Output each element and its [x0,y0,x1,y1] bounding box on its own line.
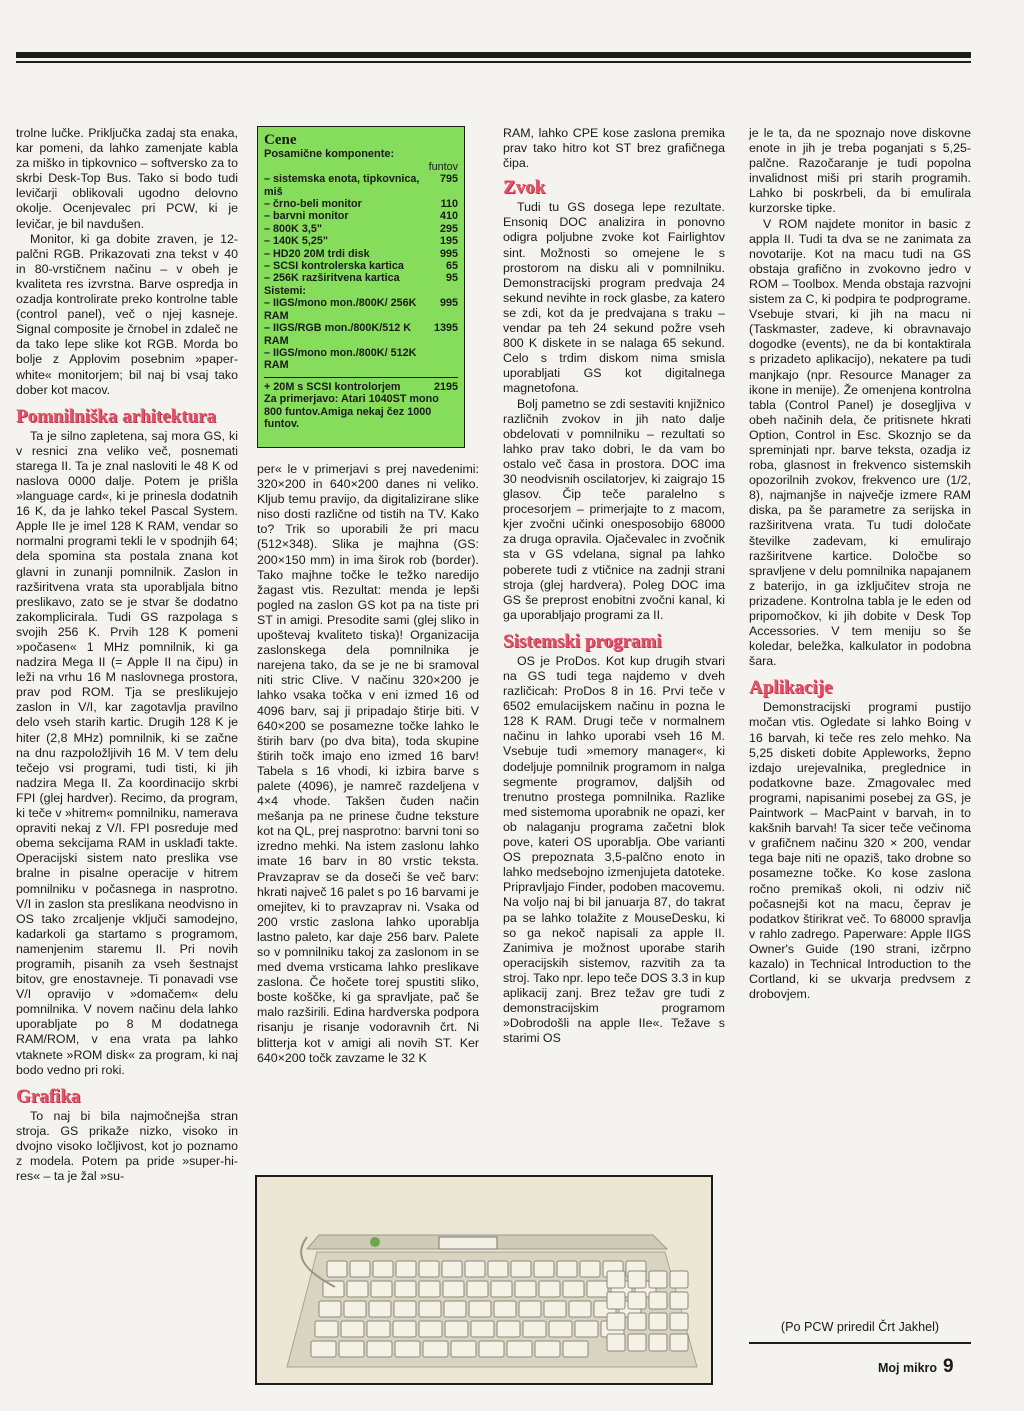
column-2 [257,462,479,1066]
price-item-value: 1395 [433,322,458,335]
keyboard-key [445,1321,468,1337]
keyboard-image [257,1177,711,1383]
price-item-name: – HD20 20M trdi disk [264,247,370,260]
keypad-key [607,1271,625,1288]
section-heading-sound: Zvok [503,177,546,199]
paragraph: Bolj pametno se zdi sestaviti knjižnico različnih zvokov in jih nato dalje obdelovati v pomnilniku – rezultati so lahko prav tako dobri, le da vam bo ostalo več časa in prostora. DOC ima 30 neodvisnih oscilatorjev, ki zaigrajo 15 glasov. Čip teče paralelno s procesorjem – primerjajte to z macom, kjer zvočni učinki onesposobijo 68000 za druga opravila. Ojačevalec in zvočnik sta v GS vdelana, signal pa lahko poberete tudi z vtičnice na zadnji strani stroja (glej hardvera). Poleg DOC ima GS še preprost enobitni zvočni kanal, ki ga uporabljajo programi za II. [503,396,725,622]
paragraph: Tudi tu GS dosega lepe rezultate. Ensoniq DOC analizira in ponovno odigra poljubne zvoke kot Fairlightov sint. Možnosti so omejene le s prostorom na disku ali v pomnilniku. Demonstracijski program predvaja 24 sekund nevihte in rock glasbe, za katero se zdi, kot da je predvajana s traku – vendar pa teh 24 sekund požre vseh 800 K diskete in se nalaga 65 sekund. Celo s trdim diskom nima smisla uporabljati GS kot digitalnega magnetofona. [503,200,725,396]
systems-label: Sistemi: [264,284,307,297]
keyboard-key [491,1281,512,1297]
paragraph: OS je ProDos. Kot kup drugih stvari na GS tudi tega najdemo v dveh različicah: ProDos 8 in 16. Prvi teče v 6502 emulacijskem načinu in pozna le 128 K RAM. Drugi teče v normalnem načinu in lahko uporabi vseh 16 M. Vsebuje tudi »memory manager«, ki dodeljuje pomnilnik programom in nalga segmente programov, daljših od trenutno prostega pomnilnika. Razlike med sistemoma uporabnik ne opazi, ker ob nalaganju programa začetni blok pove, kateri OS uporablja. Obe varianti OS prepoznata 3,5-palčno enoto in lahko medsebojno izmenjujeta datoteke. Pripravljajo Finder, podoben macovemu. Na voljo naj bi bil januarja 87, do takrat pa se lahko tolažite z MouseDesku, ki so ga nekoč napisali za apple II. Zanimiva je možnost uporabe starih operacijskih sistemov, razvitih za ta stroj. Tako npr. lepo teče DOS 3.3 in kup aplikacij zanj. Brez težav gre tudi z demonstracijskim programom »Dobrodošli na apple IIe«. Težave s starimi OS [503,653,725,1046]
keyboard-key [563,1341,588,1357]
keyboard-key [442,1261,462,1277]
keyboard-key [341,1321,364,1337]
price-item-name: – barvni monitor [264,210,349,223]
keyboard-key [396,1261,416,1277]
keyboard-key [451,1341,476,1357]
price-item-value [428,347,458,372]
component-list [264,173,458,285]
price-box-subtitle: Posamične komponente: [264,148,395,161]
keyboard-key [444,1301,466,1317]
section-heading-memory: Pomnilniška arhitektura [16,405,217,427]
keyboard-key [534,1261,554,1277]
footer-rule [749,1342,971,1344]
keyboard-key [479,1341,504,1357]
paragraph: per« le v primerjavi s prej navedenimi: 320×200 in 640×200 danes ni veliko. Kljub temu pravijo, da digitalizirane slike niso dosti različne od tistih na TV. Kako to? Trik so uporabili že pri macu (512×348). Slika je majhna (GS: 200×150 mm) in ima širok rob (border). Tako majhne točke le težko naredijo žagast vtis. Rezultat: menda je lepši pogled na zaslon GS kot pa na tiste pri ST in amigi. Presodite sami (glej sliko in upoštevaj kvaliteto tiska)! Organizacija zaslonskega dela pomnilnika je narejena tako, da se je ne bi sramoval niti stric Clive. V načinu 320×200 je lahko vsaka točka v eni izmed 16 od 4096 barv, saj ji pripadajo štirje biti. V 640×200 se posamezne točke lahko le štirih barv (po dva bita), toda skupine štirih točk imajo eno izmed 16 barv! Tabela s 16 vhodi, ki izbira barve s palete (4096), je namreč razdeljena v 4×4 vhode. Takšen čuden način mešanja pa ne prinese čudne teksture kot na QL, prej nasprotno: barvni toni so izredno mehki. Na istem zaslonu lahko imate 16 barv in 80 vrstic teksta. Pravzaprav se da doseči še več barv: hkrati največ 16 palet s po 16 barvami je omejitev, ki to pravzaprav ni. Vsaka od 200 vrstic zaslona lahko uporablja lastno paleto, kar daje 256 barv. Palete so v pomnilniku takoj za zaslonom in se med dvema vrsticama lahko preslikave zaslona. Če hočete torej spustiti sliko, boste koščke, ki ga spravljate, pač še malo razširili. Edina hardverska podpora risanju je risanje vodoravnih črt. Ni blitterja kot v amigi ali novih ST. Ker 640×200 točk zavzame le 32 K [257,462,479,1065]
keypad-key [607,1292,625,1309]
author-credit: (Po PCW priredil Črt Jakhel) [780,1320,940,1334]
keyboard-key [394,1301,416,1317]
column-4 [749,126,971,1002]
keyboard-photo [255,1175,713,1385]
keyboard-key [563,1281,584,1297]
keypad-key [628,1334,646,1351]
keyboard-key [494,1301,516,1317]
price-item-name: – IIGS/mono mon./800K/ 256K RAM [264,297,417,322]
keyboard-key [419,1321,442,1337]
price-item-value: 995 [439,247,458,260]
price-row [264,210,458,222]
keyboard-key [488,1261,508,1277]
keyboard-key [419,1301,441,1317]
price-row-scsi: + 20M s SCSI kontrolorjem 2195 [264,380,458,393]
keyboard-key [395,1341,420,1357]
price-row [264,322,458,347]
price-item-name: – SCSI kontrolerska kartica [264,260,404,273]
price-row [264,260,458,272]
keyboard-key [419,1281,440,1297]
keypad-key [670,1313,688,1330]
price-row [264,297,458,322]
price-item-value: 795 [439,173,458,186]
keyboard-key [327,1261,347,1277]
price-item-name: – črno-beli monitor [264,198,362,211]
price-item-name: – IIGS/mono mon./800K/ 512K RAM [264,346,417,372]
keyboard-key [539,1281,560,1297]
keyboard-key [373,1261,393,1277]
price-box-note: Za primerjavo: Atari 1040ST mono 800 funtov.Amiga nekaj čez 1000 funtov. [264,393,439,430]
keyboard-key [339,1341,364,1357]
price-row [264,347,458,372]
page-footer [878,1356,954,1378]
system-list [264,297,458,371]
paragraph: To naj bi bila najmočnejša stran stroja. GS prikaže nizko, visoko in dvojno visoko ločljivost, kot jo poznamo z modela. Potem pa pride »super-hi-res« – ta je žal »su- [16,1108,238,1184]
keyboard-key [367,1321,390,1337]
price-row [264,235,458,247]
column-1 [16,126,238,1184]
column-3 [503,126,725,1046]
paragraph: Ta je silno zapletena, saj mora GS, ki v resnici zna veliko več, posnemati starega II. Ta je znal nasloviti le 48 K od naslova 0000 dalje. Potem je prišla »language card«, ki je prinesla dodatnih 16 K, da je lahko tekel Pascal System. Apple IIe je imel 128 K RAM, vendar so normalni programi tekli le v spodnjih 64; dela spomina sta postala znana kot glavni in zunanji pomnilnik. Zaslon in razširitvena vrata sta uporabljala bitno preslikavo, zato se je stvar še dodatno zakomplicirala. Tudi GS razpolaga s svojih 256 K. Prvih 128 K pomeni »počasen« 1 MHz pomnilnik, ki ga nadzira Mega II (= Apple II na čipu) in leži na vrhu 16 M naslovnega prostora, prav pod ROM. Tja se preslikujejo zaslon in V/I, kar zagotavlja pravilno delo vseh starih kartic. Drugih 128 K je hiter (2,8 MHz) pomnilnik, ki se začne na dnu razpoložljivih 16 M. V tem delu tečejo vsi programi, tudi tisti, ki jih nadzira Mega II. Za koordinacijo skrbi FPI (glej hardver). Recimo, da program, ki teče v »hitrem« pomnilniku, namerava opraviti nekaj z V/I. FPI posreduje med obema sekcijama RAM in usklađi takte. Operacijski sistem nato preslika vse bralne in pisalne operacije v hitrem pomnilniku v počasnega in nasprotno. V/I in zaslon sta preslikana neodvisno in OS tako zrcaljenje vključi samodejno, kadarkoli ga startamo s programom, namenjenim staremu II. Pri novih programih, pisanih za vseh šestnajst bitov, gre enostavneje. Ti ponavadi vse V/I opravijo v »domačem« delu pomnilnika. V novem načinu dela lahko uporabljate po 8 M dodatnega RAM/ROM, v ena vrata pa lahko vtaknete »ROM disk« za program, ki naj bodo vedno pri roki. [16,428,238,1077]
paragraph: V ROM najdete monitor in basic z appla II. Tudi ta dva se ne zanimata za novotarije. Kot na macu tudi na GS obstaja grafično in zvokovno jedro v ROM – Toolbox. Menda obstaja razvojni sistem za C, ki podpira te podprograme. Vsebuje stvari, ki jih na macu ni (Taskmaster, zadeve, ki obravnavajo dogodke (events), ne da bi kontaktirala s prizadeto aplikacijo), nekatere pa tudi manjkajo (npr. Resource Manager za ikone in menije). Že omenjena kontrolna tabla (Control Panel) je dosegljiva v obeh načinih dela, če pritisnete hkrati Option, Control in Esc. Skoznjo se da spreminjati npr. barve teksta, ozadja iz roba, glasnost in frekvenco sistemskih opozorilnih zvokov, frekvenco ure (1/2, 8), najmanjše in največje izmere RAM diska, pa še parametre za serijska in razširitvena vrata. Tu tudi določate številke zadevam, ki emulirajo razširitvene kartice. Določbe so spravljene v delu pomnilnika napajanem z baterijo, in ga izključitev stroja ne prizadene. Kontrolna tabla je le eden od pripomočkov, ki jih dobite v Desk Top Accessories. V tem meniju so še koledar, beležka, kalkulator in podobna šara. [749,216,971,669]
keyboard-key [515,1281,536,1297]
keyboard-key [519,1301,541,1317]
price-row [264,223,458,235]
keypad-key [670,1292,688,1309]
price-box-title: Cene [264,132,297,148]
price-item-value: 295 [439,222,458,235]
keyboard-key [315,1321,338,1337]
keyboard-key [467,1281,488,1297]
keyboard-key [497,1321,520,1337]
price-item-value: 65 [445,260,458,273]
keypad-key [670,1334,688,1351]
keyboard-key [523,1321,546,1337]
keyboard-key [507,1341,532,1357]
section-heading-graphics: Grafika [16,1085,81,1107]
keyboard-key [511,1261,531,1277]
keypad-key [628,1292,646,1309]
paragraph: trolne lučke. Priključka zadaj sta enaka, kar pomeni, da lahko zamenjate kabla za miško in tipkovnico – softversko za to skrbi Desk-Top Bus. Tako si bodo tudi levičarji oblikovali ugodno delovno okolje. Ocenjevalec pri PCW, ki je levičar, je bil navdušen. [16,126,238,231]
keyboard-key [587,1281,608,1297]
paragraph: RAM, lahko CPE kose zaslona premika prav tako hitro kot ST brez grafičnega čipa. [503,126,725,171]
section-heading-applications: Aplikacije [749,677,833,699]
price-item-name: – 800K 3,5" [264,222,322,235]
keypad-key [649,1271,667,1288]
paragraph: Demonstracijski programi pustijo močan vtis. Ogledate si lahko Boing v 16 barvah, ki teče res zelo mehko. Na 5,25 disketi dobite Appleworks, žepno izdajo urejevalnika, preglednice in podatkovne baze. Zmagovalec med programi, napisanimi posebej za GS, je Paintwork – MacPaint v barvah, in to kakšnih barvah! Ta sicer teče večinoma v grafičnem načinu 320 × 200, vendar tega baje niti ne opaziš, tako drobne so posamezne točke. Ko kose zaslona ročno premikaš okoli, ni odziv nič počasnejši kot na macu, čeprav je podatkov štirikrat več. To 68000 spravlja v rahlo zadrego. Paperware: Apple IIGS Owner's Guide (190 strani, izčrpno kazalo) in Technical Introduction to the Cortland, ki se ukvarja predvsem z drobovjem. [749,700,971,1002]
price-item-name: – sistemska enota, tipkovnica, miš [264,173,420,198]
price-row [264,248,458,260]
keypad-key [649,1334,667,1351]
keyboard-key [369,1301,391,1317]
price-box-divider [264,377,458,378]
price-row [264,272,458,284]
price-item-value: 410 [439,210,458,223]
apple-logo-icon [370,1237,380,1247]
keyboard-key [535,1341,560,1357]
price-row [264,198,458,210]
keyboard-key [469,1301,491,1317]
keyboard-key [350,1261,370,1277]
price-box [257,126,465,448]
keypad-key [670,1271,688,1288]
price-row [264,173,458,198]
keyboard-key [311,1341,336,1357]
price-item-value: 195 [439,235,458,248]
keyboard-key [423,1341,448,1357]
keypad-key [607,1334,625,1351]
price-unit: funtov [428,160,458,173]
header-rule-thin [16,61,971,63]
price-item-value: 95 [445,272,458,285]
magazine-name: Moj mikro [878,1361,938,1375]
keyboard-key [395,1281,416,1297]
section-heading-system-software: Sistemski programi [503,630,662,652]
keyboard-key [347,1281,368,1297]
keyboard-key [344,1301,366,1317]
keyboard-key [443,1281,464,1297]
header-rule [16,52,971,58]
keyboard-key [575,1321,598,1337]
keypad-key [607,1313,625,1330]
keyboard-key [471,1321,494,1337]
keyboard-key [323,1281,344,1297]
keyboard-key [465,1261,485,1277]
keyboard-key [319,1301,341,1317]
paragraph: je le ta, da ne spoznajo nove diskovne enote in jih je treba poganjati s 5,25- palčne. Razočaranje je tudi popolna invalidnost miši pri starih programih. Lahko bi poskrbeli, da bi emulirala kurzorske tipke. [749,126,971,216]
price-item-name: – IIGS/RGB mon./800K/512 K RAM [264,322,412,347]
paragraph: Monitor, ki ga dobite zraven, je 12-palčni RGB. Prikazovati zna tekst v 40 in 80-vrstičnem načinu – v obeh je kvaliteta res izvrstna. Barve ospredja in ozadja kontrolirate preko kontrolne table (control panel), več o njej kasneje. Signal composite je črnobel in zdaleč ne da tako lepe slike kot RGB. Morda bo bolje z Applovim posebnim »paper-white« monitorjem; bil naj bi vsaj tako dober kot macov. [16,231,238,397]
keyboard-key [419,1261,439,1277]
keyboard-key [580,1261,600,1277]
keypad-key [649,1292,667,1309]
keypad-key [628,1271,646,1288]
keypad-key [649,1313,667,1330]
keyboard-key [569,1301,591,1317]
price-item-value: 995 [439,297,458,310]
keyboard-key [557,1261,577,1277]
keyboard-key [371,1281,392,1297]
keyboard-key [544,1301,566,1317]
price-item-name: – 140K 5,25" [264,235,328,248]
page-number: 9 [943,1356,954,1377]
price-item-value: 110 [440,198,458,211]
keyboard-key [367,1341,392,1357]
keyboard-key [549,1321,572,1337]
price-item-name: – 256K razširitvena kartica [264,272,400,285]
keypad-key [628,1313,646,1330]
keyboard-key [393,1321,416,1337]
